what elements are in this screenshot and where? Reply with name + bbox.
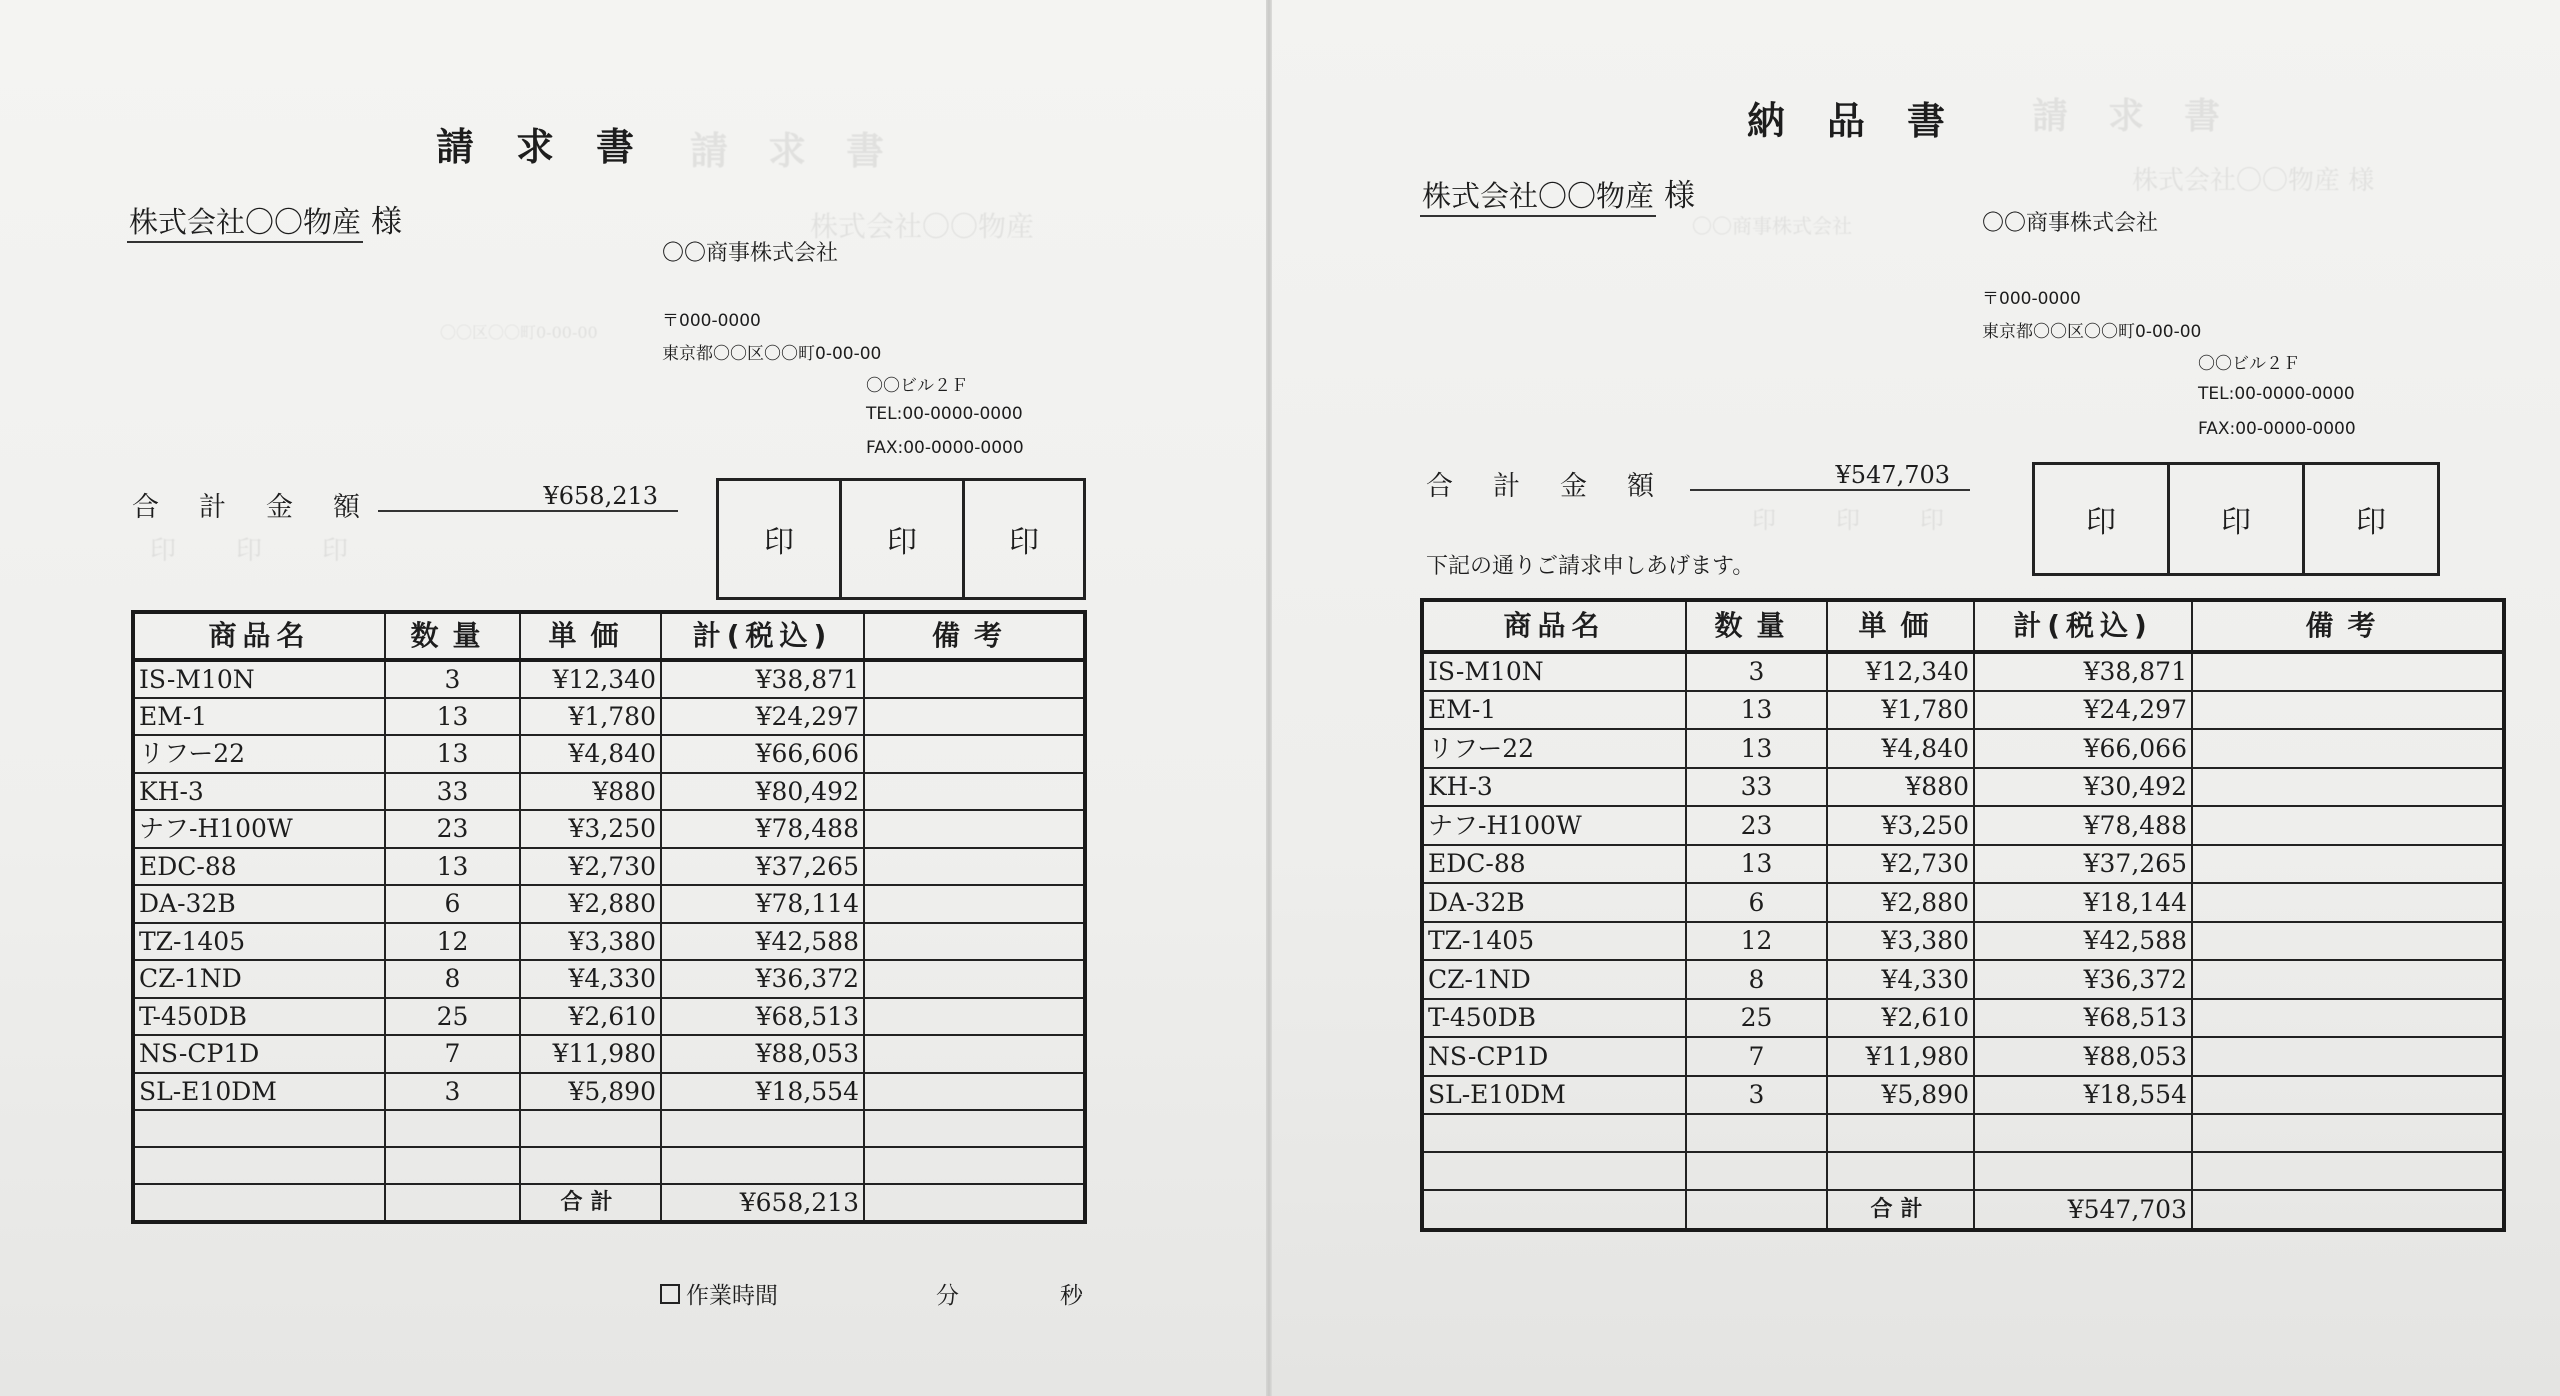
sum-value: ¥547,703 [1974, 1190, 2192, 1230]
cell-note [2192, 729, 2504, 768]
customer-company: 株式会社〇〇物産 [127, 205, 363, 243]
cell-qty: 33 [385, 773, 520, 811]
cell-price: ¥2,880 [1827, 883, 1974, 922]
table-row-sum [1422, 1190, 2504, 1230]
customer-honorific: 様 [371, 204, 403, 240]
cell-name: EDC-88 [133, 848, 385, 886]
total-amount-value: ¥547,703 [1690, 461, 1970, 491]
cell-price: ¥880 [1827, 768, 1974, 807]
customer-honorific: 様 [1664, 178, 1696, 214]
cell-price: ¥2,730 [1827, 845, 1974, 884]
issuer-fax: FAX:00-0000-0000 [2198, 419, 2356, 439]
cell-name: SL-E10DM [133, 1073, 385, 1111]
cell-price: ¥3,250 [1827, 806, 1974, 845]
cell-name: TZ-1405 [133, 923, 385, 961]
table-row [1422, 883, 2504, 922]
cell-total: ¥37,265 [1974, 845, 2192, 884]
table-row-empty [1422, 1114, 2504, 1152]
column-header-total: 計(税込) [661, 612, 864, 660]
cell-price: ¥5,890 [520, 1073, 661, 1111]
table-row [1422, 1076, 2504, 1115]
cell-total: ¥78,114 [661, 885, 864, 923]
cell-qty: 13 [1686, 729, 1827, 768]
column-header-price: 単価 [1827, 600, 1974, 652]
sum-label: 合計 [520, 1184, 661, 1222]
sum-label: 合計 [1827, 1190, 1974, 1230]
issuer-postal: 〒000-0000 [662, 311, 761, 331]
sum-value: ¥658,213 [661, 1184, 864, 1222]
customer-company: 株式会社〇〇物産 [1420, 179, 1656, 217]
document-title: 請求書 [436, 125, 677, 169]
cell-note [2192, 999, 2504, 1038]
cell-note [864, 773, 1085, 811]
cell-total: ¥18,144 [1974, 883, 2192, 922]
column-header-name: 商品名 [133, 612, 385, 660]
table-row [133, 923, 1085, 961]
cell-qty: 13 [385, 735, 520, 773]
cell-total: ¥78,488 [661, 810, 864, 848]
work-time-minutes-unit: 分 [936, 1283, 959, 1309]
table-row [1422, 1037, 2504, 1076]
invoice-items-table [131, 610, 1087, 1224]
cell-total: ¥30,492 [1974, 768, 2192, 807]
cell-note [864, 660, 1085, 698]
work-time-checkbox [660, 1284, 680, 1304]
issuer-fax: FAX:00-0000-0000 [866, 438, 1024, 458]
cell-note [2192, 922, 2504, 961]
table-row [1422, 960, 2504, 999]
cell-price: ¥3,380 [520, 923, 661, 961]
cell-qty: 3 [385, 1073, 520, 1111]
cell-total: ¥68,513 [1974, 999, 2192, 1038]
cell-qty: 23 [1686, 806, 1827, 845]
cell-note [864, 735, 1085, 773]
cell-total: ¥66,606 [661, 735, 864, 773]
issuer-company: 〇〇商事株式会社 [662, 241, 839, 266]
cell-price: ¥12,340 [520, 660, 661, 698]
table-header-row [1422, 600, 2504, 652]
cell-note [2192, 806, 2504, 845]
issuer-building: 〇〇ビル２Ｆ [2198, 354, 2300, 374]
document-title: 納品書 [1747, 99, 1988, 143]
cell-price: ¥2,880 [520, 885, 661, 923]
cell-note [864, 998, 1085, 1036]
cell-note [2192, 960, 2504, 999]
cell-total: ¥38,871 [1974, 652, 2192, 691]
customer-name [127, 196, 402, 241]
column-header-qty: 数量 [385, 612, 520, 660]
cell-qty: 33 [1686, 768, 1827, 807]
issuer-tel: TEL:00-0000-0000 [866, 404, 1023, 424]
cell-qty: 8 [385, 960, 520, 998]
table-row [1422, 768, 2504, 807]
cell-qty: 13 [1686, 691, 1827, 730]
cell-total: ¥38,871 [661, 660, 864, 698]
table-header-row [133, 612, 1085, 660]
cell-name: DA-32B [1422, 883, 1686, 922]
total-amount-label: 合計金額 [132, 492, 400, 523]
cell-name: リフー22 [133, 735, 385, 773]
table-row [133, 773, 1085, 811]
cell-name: EDC-88 [1422, 845, 1686, 884]
request-note: 下記の通りご請求申しあげます。 [1426, 554, 1755, 579]
cell-note [2192, 845, 2504, 884]
cell-note [864, 1035, 1085, 1073]
table-row [133, 810, 1085, 848]
cell-name: ナフ-H100W [133, 810, 385, 848]
cell-note [2192, 768, 2504, 807]
cell-name: SL-E10DM [1422, 1076, 1686, 1115]
cell-note [864, 698, 1085, 736]
cell-price: ¥11,980 [1827, 1037, 1974, 1076]
cell-price: ¥2,610 [520, 998, 661, 1036]
delivery-sheet: 請求書 株式会社〇〇物産 様 〇〇商事株式会社 印印印 納品書 株式会社〇〇物産 様 〇〇商事株式会社 〒000-0000 東京都〇〇区〇〇町0-00-00 〇〇ビル２Ｆ TEL:00-0000-0000 FAX:00-0000-0000 合計金額 ¥547,703 下記の通りご請求申しあげます。 印 印 印 商品名 数量 単価 計(税込) 備考 IS-M10N 3 ¥12,340 ¥38,871 EM-1 13 ¥1,780 ¥24,297 リフー22 13 ¥4,840 ¥66,066 KH-3 33 ¥880 ¥30,492 ナフ-H100W 23 ¥3,250 ¥78,488 EDC-88 13 ¥2,730 ¥37,265 DA-32B 6 ¥2,880 ¥18,144 TZ-1405 12 ¥3,380 ¥42,588 CZ-1ND 8 ¥4,330 ¥36,372 T-450DB 25 ¥2,610 ¥68,513 NS-CP1D 7 ¥11,980 ¥88,053 SL-E10DM 3 ¥5,890 ¥18,554 合計 ¥547,703 [1272, 0, 2560, 1396]
cell-qty: 3 [1686, 1076, 1827, 1115]
cell-name: TZ-1405 [1422, 922, 1686, 961]
table-row [133, 960, 1085, 998]
issuer-address: 東京都〇〇区〇〇町0-00-00 [662, 344, 882, 364]
cell-qty: 7 [385, 1035, 520, 1073]
table-row [133, 1073, 1085, 1111]
column-header-qty: 数量 [1686, 600, 1827, 652]
customer-name [1420, 170, 1695, 215]
column-header-name: 商品名 [1422, 600, 1686, 652]
table-row [1422, 806, 2504, 845]
cell-name: DA-32B [133, 885, 385, 923]
total-amount-label: 合計金額 [1426, 471, 1694, 502]
table-row-empty [133, 1110, 1085, 1147]
cell-total: ¥24,297 [1974, 691, 2192, 730]
cell-note [864, 810, 1085, 848]
cell-note [2192, 1037, 2504, 1076]
cell-total: ¥88,053 [661, 1035, 864, 1073]
column-header-total: 計(税込) [1974, 600, 2192, 652]
cell-note [2192, 691, 2504, 730]
cell-total: ¥78,488 [1974, 806, 2192, 845]
cell-qty: 7 [1686, 1037, 1827, 1076]
cell-note [2192, 652, 2504, 691]
cell-note [864, 1073, 1085, 1111]
stamp-box: 印 [2356, 505, 2386, 540]
cell-total: ¥42,588 [1974, 922, 2192, 961]
issuer-address: 東京都〇〇区〇〇町0-00-00 [1982, 322, 2202, 342]
cell-qty: 23 [385, 810, 520, 848]
stamp-box: 印 [719, 481, 842, 597]
stamp-box: 印 [1009, 525, 1039, 560]
cell-qty: 12 [1686, 922, 1827, 961]
work-time-label: 作業時間 [686, 1283, 778, 1309]
cell-price: ¥4,330 [520, 960, 661, 998]
cell-price: ¥4,840 [1827, 729, 1974, 768]
cell-qty: 6 [385, 885, 520, 923]
cell-total: ¥66,066 [1974, 729, 2192, 768]
issuer-building: 〇〇ビル２Ｆ [866, 376, 968, 396]
table-row [133, 998, 1085, 1036]
cell-total: ¥18,554 [1974, 1076, 2192, 1115]
column-header-note: 備考 [2192, 600, 2504, 652]
cell-total: ¥80,492 [661, 773, 864, 811]
table-row-empty [1422, 1152, 2504, 1190]
table-row [133, 660, 1085, 698]
cell-qty: 3 [1686, 652, 1827, 691]
cell-price: ¥3,250 [520, 810, 661, 848]
cell-name: EM-1 [133, 698, 385, 736]
cell-price: ¥880 [520, 773, 661, 811]
cell-name: CZ-1ND [1422, 960, 1686, 999]
cell-total: ¥18,554 [661, 1073, 864, 1111]
cell-note [2192, 1076, 2504, 1115]
cell-qty: 6 [1686, 883, 1827, 922]
cell-qty: 3 [385, 660, 520, 698]
cell-name: IS-M10N [133, 660, 385, 698]
table-row-empty [133, 1147, 1085, 1184]
cell-price: ¥3,380 [1827, 922, 1974, 961]
table-row [1422, 922, 2504, 961]
cell-price: ¥4,330 [1827, 960, 1974, 999]
cell-note [864, 960, 1085, 998]
cell-price: ¥2,730 [520, 848, 661, 886]
cell-total: ¥36,372 [1974, 960, 2192, 999]
table-row [1422, 691, 2504, 730]
issuer-tel: TEL:00-0000-0000 [2198, 384, 2355, 404]
cell-price: ¥2,610 [1827, 999, 1974, 1038]
cell-name: T-450DB [133, 998, 385, 1036]
cell-name: NS-CP1D [1422, 1037, 1686, 1076]
table-row [133, 848, 1085, 886]
cell-total: ¥36,372 [661, 960, 864, 998]
cell-price: ¥12,340 [1827, 652, 1974, 691]
stamp-boxes [2032, 462, 2440, 576]
column-header-price: 単価 [520, 612, 661, 660]
cell-name: CZ-1ND [133, 960, 385, 998]
cell-note [2192, 883, 2504, 922]
cell-name: リフー22 [1422, 729, 1686, 768]
cell-price: ¥1,780 [520, 698, 661, 736]
cell-name: NS-CP1D [133, 1035, 385, 1073]
cell-price: ¥4,840 [520, 735, 661, 773]
cell-total: ¥42,588 [661, 923, 864, 961]
cell-name: ナフ-H100W [1422, 806, 1686, 845]
invoice-sheet: 請求書 株式会社〇〇物産 〇〇区〇〇町0-00-00 印印印 請求書 株式会社〇〇物産 様 〇〇商事株式会社 〒000-0000 東京都〇〇区〇〇町0-00-00 〇〇ビル２Ｆ TEL:00-0000-0000 FAX:00-0000-0000 合計金額 ¥658,213 印 印 印 商品名 数量 単価 計(税込) 備考 IS-M10N 3 ¥12,340 ¥38,871 EM-1 13 ¥1,780 ¥24,297 リフー22 13 ¥4,840 ¥66,606 KH-3 33 ¥880 ¥80,492 ナフ-H100W 23 ¥3,250 ¥78,488 EDC-88 13 ¥2,730 ¥37,265 DA-32B 6 ¥2,880 ¥78,114 TZ-1405 12 ¥3,380 ¥42,588 CZ-1ND 8 ¥4,330 ¥36,372 T-450DB 25 ¥2,610 ¥68,513 NS-CP1D 7 ¥11,980 ¥88,053 SL-E10DM 3 ¥5,890 ¥18,554 合計 ¥658,213 作業時間 分 秒 [0, 0, 1266, 1396]
cell-qty: 12 [385, 923, 520, 961]
cell-qty: 13 [1686, 845, 1827, 884]
issuer-postal: 〒000-0000 [1982, 289, 2081, 309]
cell-price: ¥11,980 [520, 1035, 661, 1073]
cell-price: ¥5,890 [1827, 1076, 1974, 1115]
table-row [1422, 652, 2504, 691]
cell-total: ¥37,265 [661, 848, 864, 886]
table-row-sum [133, 1184, 1085, 1222]
stamp-box: 印 [2035, 465, 2170, 573]
stamp-box: 印 [842, 481, 965, 597]
cell-name: KH-3 [133, 773, 385, 811]
issuer-company: 〇〇商事株式会社 [1982, 211, 2159, 236]
cell-price: ¥1,780 [1827, 691, 1974, 730]
cell-qty: 25 [385, 998, 520, 1036]
table-row [133, 1035, 1085, 1073]
stamp-box: 印 [2170, 465, 2305, 573]
cell-name: KH-3 [1422, 768, 1686, 807]
cell-total: ¥68,513 [661, 998, 864, 1036]
cell-total: ¥24,297 [661, 698, 864, 736]
cell-note [864, 923, 1085, 961]
delivery-items-table [1420, 598, 2506, 1232]
table-row [133, 698, 1085, 736]
table-row [1422, 729, 2504, 768]
cell-total: ¥88,053 [1974, 1037, 2192, 1076]
cell-qty: 25 [1686, 999, 1827, 1038]
work-time-seconds-unit: 秒 [1060, 1283, 1083, 1309]
table-row [133, 735, 1085, 773]
cell-qty: 13 [385, 848, 520, 886]
cell-note [864, 885, 1085, 923]
table-row [1422, 845, 2504, 884]
table-row [133, 885, 1085, 923]
cell-qty: 8 [1686, 960, 1827, 999]
cell-name: T-450DB [1422, 999, 1686, 1038]
stamp-boxes [716, 478, 1086, 600]
work-time-line [660, 1277, 1084, 1310]
column-header-note: 備考 [864, 612, 1085, 660]
table-row [1422, 999, 2504, 1038]
cell-name: IS-M10N [1422, 652, 1686, 691]
cell-name: EM-1 [1422, 691, 1686, 730]
total-amount-value: ¥658,213 [378, 482, 678, 512]
cell-note [864, 848, 1085, 886]
cell-qty: 13 [385, 698, 520, 736]
